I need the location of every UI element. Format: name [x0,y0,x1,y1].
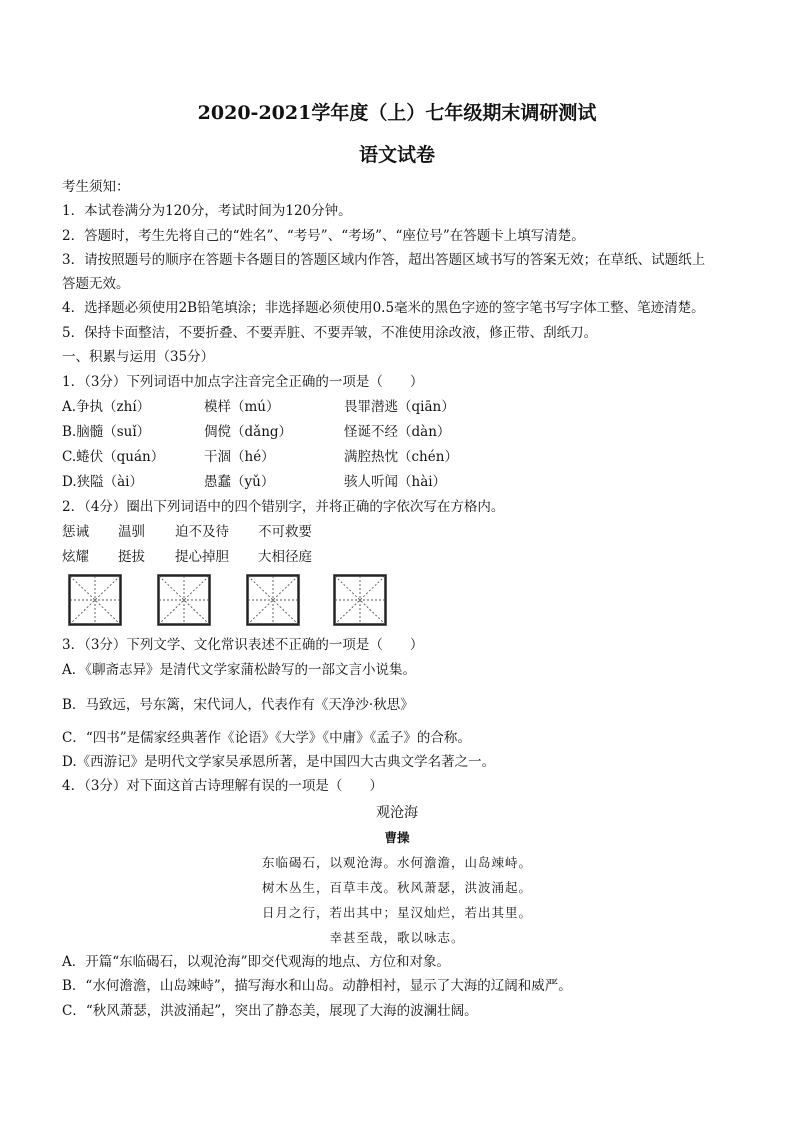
q3-option-b: B．马致远，号东篱，宋代词人，代表作有《天净沙·秋思》 [62,697,414,713]
exam-subtitle: 语文试卷 [358,144,435,166]
notice-item: 1．本试卷满分为120分，考试时间为120分钟。 [62,203,352,219]
q2-word: 温驯 [118,524,145,540]
q1-option-d-word2: 愚蠢（yǔ） [204,474,275,490]
q1-option-a-word2: 模样（mú） [204,399,280,415]
q4-option-b: B．“水何澹澹，山岛竦峙”，描写海水和山岛。动静相衬，显示了大海的辽阔和威严。 [62,978,572,994]
q2-word: 不可救要 [258,524,312,540]
q4-option-c: C．“秋风萧瑟，洪波涌起”，突出了静态美，展现了大海的波澜壮阔。 [62,1003,478,1019]
q1-option-a-word1: A.争执（zhí） [62,399,151,415]
answer-box-2[interactable] [157,574,211,626]
notice-item: 3．请按照题号的顺序在答题卡各题目的答题区域内作答，超出答题区域书写的答案无效；在草纸、试题纸上 [62,252,706,268]
q3-option-d: D.《西游记》是明代文学家吴承恩所著，是中国四大古典文学名著之一。 [62,754,496,770]
answer-box-4[interactable] [333,574,387,626]
notice-item: 2．答题时，考生先将自己的“姓名”、“考号”、“考场”、“座位号”在答题卡上填写清楚。 [62,228,585,244]
poem-line: 树木丛生，百草丰茂。秋风萧瑟，洪波涌起。 [261,880,532,895]
section-heading: 一、积累与运用（35分） [62,349,215,365]
q2-word: 大相径庭 [258,549,312,565]
q1-option-c-word2: 干涸（hé） [204,449,275,465]
notice-item: 5．保持卡面整洁，不要折叠、不要弄脏、不要弄皱，不准使用涂改液，修正带、刮纸刀。 [62,325,598,341]
q2-word: 迫不及待 [175,524,229,540]
poem-line: 东临碣石，以观沧海。水何澹澹，山岛竦峙。 [261,855,532,870]
q3-option-c: C．“四书”是儒家经典著作《论语》《大学》《中庸》《孟子》的合称。 [62,730,471,746]
q2-word: 惩诫 [62,524,89,540]
question-4-stem: 4．（3分）对下面这首古诗理解有误的一项是（ ） [62,778,383,794]
q1-option-a-word3: 畏罪潜逃（qiān） [344,399,455,415]
q2-word: 炫耀 [62,549,89,565]
notice-item: 答题无效。 [62,276,130,292]
q1-option-c-word1: C.蜷伏（quán） [62,449,165,465]
q2-word: 挺拔 [118,549,145,565]
q2-word: 提心掉胆 [175,549,229,565]
q1-option-d-word3: 骇人听闻（hài） [344,474,447,490]
q3-option-a: A．《聊斋志异》是清代文学家蒲松龄写的一部文言小说集。 [62,662,416,678]
q1-option-b-word1: B.脑髓（suǐ） [62,424,151,440]
poem-line: 日月之行，若出其中；星汉灿烂，若出其里。 [261,905,532,920]
poem-author: 曹操 [384,830,410,845]
q1-option-d-word1: D.狭隘（ài） [62,474,143,490]
answer-box-1[interactable] [68,574,122,626]
question-2-stem: 2．（4分）圈出下列词语中的四个错别字，并将正确的字依次写在方格内。 [62,499,505,515]
notice-heading: 考生须知： [62,179,130,195]
q1-option-c-word3: 满腔热忱（chén） [344,449,458,465]
q4-option-a: A．开篇“东临碣石，以观沧海”即交代观海的地点、方位和对象。 [62,954,451,970]
question-1-stem: 1．（3分）下列词语中加点字注音完全正确的一项是（ ） [62,374,424,390]
answer-box-3[interactable] [246,574,300,626]
poem-line: 幸甚至哉，歌以咏志。 [329,930,465,945]
question-3-stem: 3．（3分）下列文学、文化常识表述不正确的一项是（ ） [62,637,424,653]
q1-option-b-word3: 怪诞不经（dàn） [344,424,451,440]
notice-item: 4．选择题必须使用2B铅笔填涂；非选择题必须使用0.5毫米的黑色字迹的签字笔书写字体工整、笔迹清楚。 [62,300,705,316]
exam-title: 2020-2021学年度（上）七年级期末调研测试 [197,102,597,124]
q1-option-b-word2: 倜傥（dǎng） [204,424,293,440]
poem-title: 观沧海 [376,805,418,821]
